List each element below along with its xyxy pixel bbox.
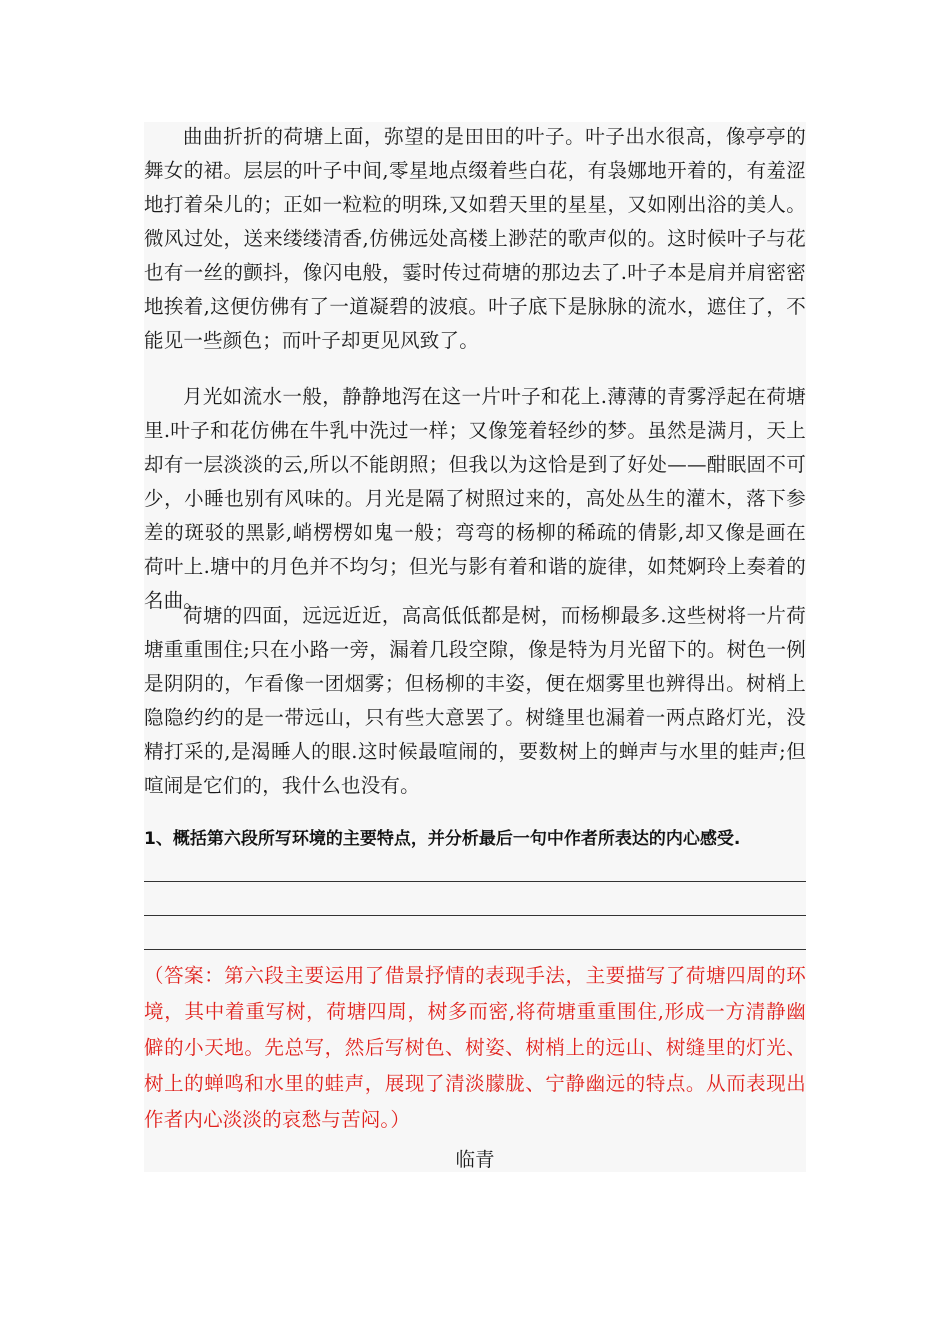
answer-line xyxy=(144,949,806,950)
question-1: 1、概括第六段所写环境的主要特点，并分析最后一句中作者所表达的内心感受. xyxy=(144,829,741,849)
answer-line xyxy=(144,881,806,882)
answer-line xyxy=(144,915,806,916)
paragraph-1: 曲曲折折的荷塘上面，弥望的是田田的叶子。叶子出水很高，像亭亭的舞女的裙。层层的叶子中间,零星地点缀着些白花，有袅娜地开着的，有羞涩地打着朵儿的；正如一粒粒的明珠,又如碧天里的星星，又如刚出浴的美人。微风过处，送来缕缕清香,仿佛远处高楼上渺茫的歌声似的。这时候叶子与花也有一丝的颤抖，像闪电般，霎时传过荷塘的那边去了.叶子本是肩并肩密密地挨着,这便仿佛有了一道凝碧的波痕。叶子底下是脉脉的流水，遮住了，不能见一些颜色；而叶子却更见风致了。 xyxy=(144,125,806,352)
paragraph-3: 荷塘的四面，远远近近，高高低低都是树，而杨柳最多.这些树将一片荷塘重重围住;只在小路一旁，漏着几段空隙，像是特为月光留下的。树色一例是阴阴的，乍看像一团烟雾；但杨柳的丰姿，便在烟雾里也辨得出。树梢上隐隐约约的是一带远山，只有些大意罢了。树缝里也漏着一两点路灯光，没精打采的,是渴睡人的眼.这时候最喧闹的，要数树上的蝉声与水里的蛙声;但喧闹是它们的，我什么也没有。 xyxy=(144,604,806,797)
answer-text: （答案：第六段主要运用了借景抒情的表现手法，主要描写了荷塘四周的环境，其中着重写树，荷塘四周，树多而密,将荷塘重重围住,形成一方清静幽僻的小天地。先总写，然后写树色、树姿、树梢上的远山、树缝里的灯光、树上的蝉鸣和水里的蛙声，展现了清淡朦胧、宁静幽远的特点。从而表现出作者内心淡淡的哀愁与苦闷。） xyxy=(144,964,806,1131)
footer-text: 临青 xyxy=(455,1148,495,1171)
paragraph-2: 月光如流水一般，静静地泻在这一片叶子和花上.薄薄的青雾浮起在荷塘里.叶子和花仿佛在牛乳中洗过一样；又像笼着轻纱的梦。虽然是满月，天上却有一层淡淡的云,所以不能朗照；但我以为这恰是到了好处——酣眠固不可少，小睡也别有风味的。月光是隔了树照过来的，高处丛生的灌木，落下参差的斑驳的黑影,峭楞楞如鬼一般；弯弯的杨柳的稀疏的倩影,却又像是画在荷叶上.塘中的月色并不均匀；但光与影有着和谐的旋律，如梵婀玲上奏着的名曲。 xyxy=(144,385,806,612)
